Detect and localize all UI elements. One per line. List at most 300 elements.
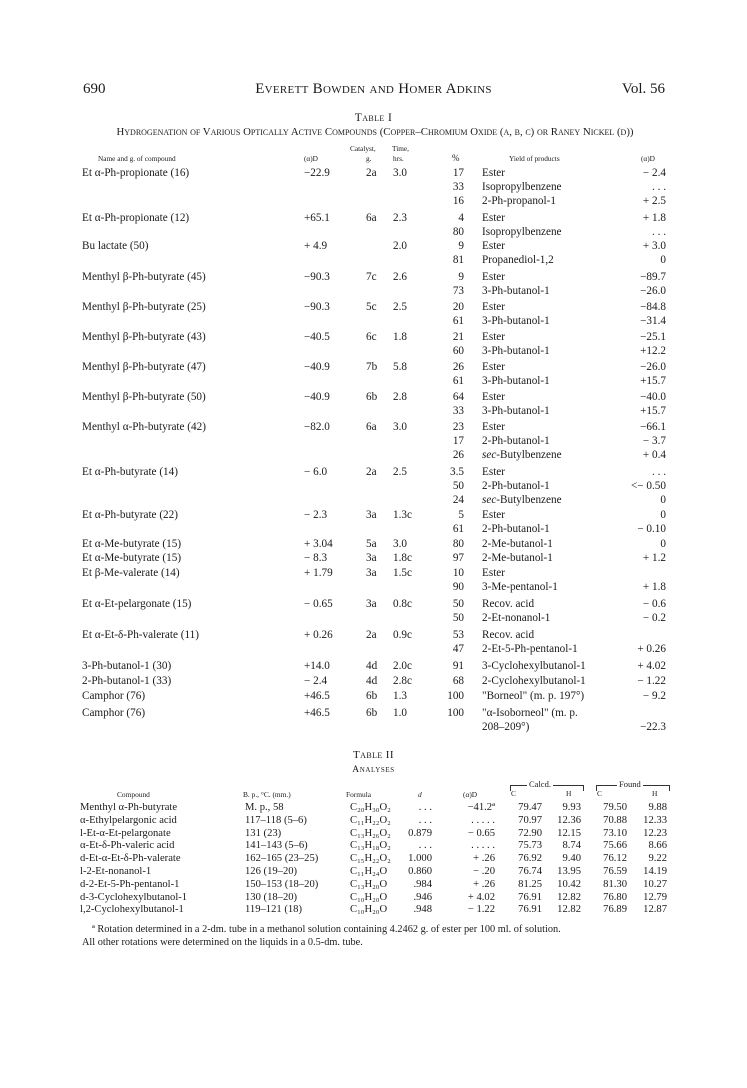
table1-cell-pct: 17 xyxy=(452,435,464,447)
table1-cell-name: Camphor (76) xyxy=(82,690,146,702)
table1-cell-pct: 100 xyxy=(447,707,464,719)
table2-cell-alpha: − 1.22 xyxy=(467,904,495,916)
table1-row xyxy=(0,674,747,688)
table2-header-compound: Compound xyxy=(117,790,150,799)
table2-title: Analyses xyxy=(352,765,395,775)
table2-cell-bp: 150–153 (18–20) xyxy=(245,878,319,890)
table1-header-pct: % xyxy=(452,153,460,163)
table1-cell-prod: sec-Butylbenzene xyxy=(482,449,562,461)
table2-cell-ch: 8.74 xyxy=(562,840,581,852)
table1-cell-rot: + 4.02 xyxy=(637,660,666,672)
footnote-line-1: ª Rotation determined in a 2-dm. tube in a methanol solution containing 4.2462 g. of ester per 100 ml. of solution. xyxy=(92,924,561,935)
table1-cell-name: Et α-Et-pelargonate (15) xyxy=(82,598,192,610)
table1-header-time-1: Time, xyxy=(392,144,409,153)
table1-cell-pct: 53 xyxy=(452,629,464,641)
table1-cell-rot: + 1.2 xyxy=(642,552,666,564)
table2-cell-formula: C₂₀H₃₀O₂ xyxy=(350,802,391,813)
table2-cell-cc: 76.91 xyxy=(518,904,542,916)
table1-cell-name: Bu lactate (50) xyxy=(82,240,149,252)
table2-header-calcd-h: H xyxy=(566,789,572,798)
table2-cell-alpha: + .26 xyxy=(473,853,495,865)
table1-cell-name: Menthyl β-Ph-butyrate (43) xyxy=(82,331,206,343)
table1-cell-pct: 26 xyxy=(452,449,464,461)
table1-cell-alpha: −90.3 xyxy=(304,301,330,313)
table1-cell-prod: Ester xyxy=(482,509,505,521)
table1-cell-rot: +15.7 xyxy=(640,405,666,417)
table1-cell-prod: 2-Et-nonanol-1 xyxy=(482,612,551,624)
table1-cell-time: 1.3c xyxy=(393,509,412,521)
table2-cell-cc: 76.92 xyxy=(518,853,542,865)
table1-cell-pct: 5 xyxy=(458,509,464,521)
table2-cell-fc: 75.66 xyxy=(603,840,627,852)
calcd-label: Calcd. xyxy=(529,779,551,789)
table1-cell-rot: +12.2 xyxy=(640,345,666,357)
table1-cell-pct: 16 xyxy=(452,195,464,207)
table2-cell-d: 0.860 xyxy=(408,866,432,877)
table1-cell-prod: 2-Et-5-Ph-pentanol-1 xyxy=(482,643,578,655)
table1-cell-pct: 9 xyxy=(458,240,464,252)
table2-cell-formula: C₁₀H₂₀O xyxy=(350,891,388,903)
table1-cell-name: Camphor (76) xyxy=(82,707,146,719)
table2-cell-bp: 141–143 (5–6) xyxy=(245,840,308,852)
table1-header-name: Name and g. of compound xyxy=(98,154,176,163)
table2-header-alpha: (α)D xyxy=(463,790,478,799)
table1-row xyxy=(0,344,747,358)
table1-cell-cat: 6a xyxy=(366,212,377,224)
table2-cell-formula: C₁₅H₂₂O₂ xyxy=(350,853,391,865)
table1-cell-cat: 2a xyxy=(366,466,377,478)
table1-cell-rot: −22.3 xyxy=(640,721,666,733)
page-header xyxy=(0,81,747,103)
table1-cell-rot: −89.7 xyxy=(640,271,666,283)
table1-cell-prod: 3-Me-pentanol-1 xyxy=(482,581,558,593)
table2-cell-fh: 14.19 xyxy=(643,866,667,877)
table1-cell-rot: −40.0 xyxy=(640,391,666,403)
table1-cell-rot: 0 xyxy=(660,538,666,550)
table2-row xyxy=(0,879,747,891)
table1-cell-rot: + 1.8 xyxy=(642,581,666,593)
table2-cell-ch: 12.36 xyxy=(557,814,581,826)
table1-cell-rot: . . . xyxy=(652,466,666,478)
table2-cell-cc: 75.73 xyxy=(518,840,542,852)
table1-cell-rot: −84.8 xyxy=(640,301,666,313)
table1-row xyxy=(0,194,747,208)
table1-cell-pct: 50 xyxy=(452,480,464,492)
table2-cell-fh: 12.87 xyxy=(643,904,667,916)
table1-row xyxy=(0,360,747,374)
table2-header-formula: Formula xyxy=(346,790,372,799)
table2-caption: Table II xyxy=(353,749,394,761)
table1-cell-alpha: − 6.0 xyxy=(304,466,328,478)
table1-cell-cat: 7c xyxy=(366,271,377,283)
table1-cell-prod: 2-Me-butanol-1 xyxy=(482,552,553,564)
table2-cell-fc: 76.12 xyxy=(603,853,627,865)
table1-cell-rot: − 0.6 xyxy=(642,598,666,610)
table2-cell-formula: C₁₃H₂₀O xyxy=(350,878,388,890)
sec-prefix: sec xyxy=(482,449,497,461)
table1-cell-alpha: + 1.79 xyxy=(304,567,333,579)
table2-cell-compound: l,2-Cyclohexylbutanol-1 xyxy=(80,904,184,916)
table1-cell-cat: 4d xyxy=(366,675,378,687)
table2-cell-fc: 73.10 xyxy=(603,827,627,839)
table2-cell-d: .948 xyxy=(413,904,432,916)
table1-cell-prod: 2-Ph-propanol-1 xyxy=(482,195,556,207)
table1-cell-prod: "α-Isoborneol" (m. p. xyxy=(482,707,578,719)
footnote-line-2: All other rotations were determined on the liquids in a 0.5-dm. tube. xyxy=(82,937,363,948)
table1-cell-rot: −66.1 xyxy=(640,421,666,433)
table2-cell-compound: Menthyl α-Ph-butyrate xyxy=(80,802,178,813)
table2-cell-compound: α-Et-δ-Ph-valeric acid xyxy=(80,840,175,852)
table1-row xyxy=(0,448,747,462)
table1-cell-time: 1.0 xyxy=(393,707,407,719)
table1-cell-alpha: − 2.4 xyxy=(304,675,328,687)
table1-cell-prod: Isopropylbenzene xyxy=(482,181,562,193)
table1-cell-prod: Ester xyxy=(482,361,505,373)
table1-cell-rot: + 0.26 xyxy=(637,643,666,655)
table1-cell-name: Et α-Me-butyrate (15) xyxy=(82,538,182,550)
table1-cell-pct: 24 xyxy=(452,494,464,506)
table1-cell-rot: −31.4 xyxy=(640,315,666,327)
table1-row xyxy=(0,314,747,328)
table2-header-found-c: C xyxy=(597,789,602,798)
table2-cell-bp: M. p., 58 xyxy=(245,802,284,813)
table1-cell-time: 0.8c xyxy=(393,598,412,610)
table1-cell-pct: 80 xyxy=(452,538,464,550)
table1-cell-time: 2.5 xyxy=(393,301,407,313)
table1-cell-prod: Ester xyxy=(482,271,505,283)
table1-row xyxy=(0,374,747,388)
table1-cell-name: Et α-Ph-butyrate (22) xyxy=(82,509,178,521)
table1-cell-alpha: +14.0 xyxy=(304,660,330,672)
table1-cell-pct: 26 xyxy=(452,361,464,373)
table1-cell-pct: 61 xyxy=(452,315,464,327)
table1-cell-cat: 5c xyxy=(366,301,377,313)
table1-cell-rot: −26.0 xyxy=(640,285,666,297)
table1-cell-prod: Ester xyxy=(482,167,505,179)
table2-row xyxy=(0,840,747,852)
table1-cell-prod: 3-Ph-butanol-1 xyxy=(482,285,550,297)
table2-cell-formula: C₁₃H₁₈O₂ xyxy=(350,840,391,852)
table1-cell-pct: 23 xyxy=(452,421,464,433)
table1-cell-pct: 9 xyxy=(458,271,464,283)
table1-cell-name: Menthyl β-Ph-butyrate (50) xyxy=(82,391,206,403)
table1-cell-rot: − 2.4 xyxy=(642,167,666,179)
table1-cell-rot: − 1.22 xyxy=(637,675,666,687)
table2-cell-d: 1.000 xyxy=(408,853,432,865)
table1-cell-alpha: −22.9 xyxy=(304,167,330,179)
table1-row xyxy=(0,689,747,703)
table1-cell-rot: 0 xyxy=(660,494,666,506)
table2-row xyxy=(0,828,747,840)
table1-cell-rot: +15.7 xyxy=(640,375,666,387)
table1-cell-prod: Ester xyxy=(482,212,505,224)
table1-cell-time: 1.3 xyxy=(393,690,407,702)
table1-header-yield: Yield of products xyxy=(509,154,560,163)
table2-cell-bp: 130 (18–20) xyxy=(245,891,298,903)
table2-row xyxy=(0,815,747,827)
table1-cell-time: 2.8 xyxy=(393,391,407,403)
table1-row xyxy=(0,551,747,565)
table1-cell-cat: 3a xyxy=(366,567,377,579)
table2-cell-ch: 13.95 xyxy=(557,866,581,877)
table2-cell-bp: 117–118 (5–6) xyxy=(245,814,307,826)
table1-row xyxy=(0,404,747,418)
table1-header-catalyst-2: g. xyxy=(366,154,372,163)
table2-cell-ch: 9.40 xyxy=(562,853,581,865)
table1-cell-name: 2-Ph-butanol-1 (33) xyxy=(82,675,172,687)
table1-row xyxy=(0,390,747,404)
table1-cell-time: 3.0 xyxy=(393,167,407,179)
table2-row xyxy=(0,853,747,865)
table1-cell-alpha: +65.1 xyxy=(304,212,330,224)
table1-cell-rot: −25.1 xyxy=(640,331,666,343)
table1-cell-name: Et α-Ph-butyrate (14) xyxy=(82,466,178,478)
table2-cell-alpha: + .26 xyxy=(473,878,495,890)
table1-cell-prod: 3-Ph-butanol-1 xyxy=(482,405,550,417)
table1-cell-pct: 3.5 xyxy=(450,466,464,478)
table2-footnote xyxy=(82,923,682,949)
table2-cell-formula: C₁₁H₂₂O₂ xyxy=(350,814,391,826)
table1-cell-pct: 91 xyxy=(452,660,464,672)
table2-cell-d: .946 xyxy=(413,891,432,903)
table1-cell-rot: <− 0.50 xyxy=(631,480,666,492)
table1-cell-prod: Propanediol-1,2 xyxy=(482,254,554,266)
table1-cell-cat: 3a xyxy=(366,598,377,610)
table1-cell-cat: 2a xyxy=(366,629,377,641)
table2-cell-alpha: . . . . . xyxy=(471,840,495,852)
table1-cell-time: 2.6 xyxy=(393,271,407,283)
table1-row xyxy=(0,537,747,551)
table1-cell-prod: 2-Ph-butanol-1 xyxy=(482,480,550,492)
table1-cell-alpha: + 3.04 xyxy=(304,538,333,550)
table1-cell-rot: 0 xyxy=(660,509,666,521)
table1-cell-prod: Ester xyxy=(482,391,505,403)
table1-cell-pct: 81 xyxy=(452,254,464,266)
table1-row xyxy=(0,628,747,642)
table1-cell-prod: Recov. acid xyxy=(482,598,535,610)
table2-cell-d: . . . xyxy=(418,840,432,852)
table1-cell-name: Menthyl β-Ph-butyrate (25) xyxy=(82,301,206,313)
table1-cell-name: Menthyl α-Ph-butyrate (42) xyxy=(82,421,206,433)
table2-cell-bp: 162–165 (23–25) xyxy=(245,853,319,865)
table2-cell-ch: 12.15 xyxy=(557,827,581,839)
table2-cell-compound: d-3-Cyclohexylbutanol-1 xyxy=(80,891,188,903)
table1-cell-pct: 20 xyxy=(452,301,464,313)
table2-cell-ch: 9.93 xyxy=(562,802,581,813)
table1-row xyxy=(0,597,747,611)
table1-cell-rot: 0 xyxy=(660,254,666,266)
table2-cell-d: . . . xyxy=(418,802,432,813)
table1-row xyxy=(0,522,747,536)
table1-cell-name: Et β-Me-valerate (14) xyxy=(82,567,180,579)
table2-cell-cc: 76.74 xyxy=(518,866,542,877)
table1-cell-name: Et α-Ph-propionate (12) xyxy=(82,212,190,224)
table1-cell-rot: . . . xyxy=(652,226,666,238)
table1-cell-cat: 4d xyxy=(366,660,378,672)
table2-cell-fc: 81.30 xyxy=(603,878,627,890)
table2-cell-ch: 12.82 xyxy=(557,904,581,916)
table1-cell-prod: 2-Ph-butanol-1 xyxy=(482,523,550,535)
table1-cell-pct: 33 xyxy=(452,405,464,417)
table1-row xyxy=(0,465,747,479)
table2-cell-alpha: −41.2ª xyxy=(467,802,495,813)
table2-cell-formula: C₁₀H₂₀O xyxy=(350,904,388,916)
table1-cell-pct: 10 xyxy=(452,567,464,579)
table2-cell-fc: 79.50 xyxy=(603,802,627,813)
table1-row xyxy=(0,225,747,239)
table1-row xyxy=(0,180,747,194)
table1-header-alpha: (α)D xyxy=(304,154,318,163)
table2-row xyxy=(0,802,747,814)
table2-cell-fc: 70.88 xyxy=(603,814,627,826)
table1-cell-name: Menthyl β-Ph-butyrate (47) xyxy=(82,361,206,373)
table2-cell-fh: 12.23 xyxy=(643,827,667,839)
table1-cell-rot: . . . xyxy=(652,181,666,193)
table1-cell-alpha: −40.9 xyxy=(304,361,330,373)
table1-cell-alpha: + 0.26 xyxy=(304,629,333,641)
table1-cell-cat: 6c xyxy=(366,331,377,343)
table1-cell-time: 3.0 xyxy=(393,421,407,433)
table1-cell-cat: 6b xyxy=(366,690,378,702)
table2-cell-alpha: + 4.02 xyxy=(467,891,495,903)
table1-cell-time: 5.8 xyxy=(393,361,407,373)
table1-cell-time: 1.8 xyxy=(393,331,407,343)
table2-cell-compound: l-Et-α-Et-pelargonate xyxy=(80,827,171,839)
table1-row xyxy=(0,706,747,720)
table1-cell-time: 2.3 xyxy=(393,212,407,224)
table2-cell-d: .984 xyxy=(413,878,432,890)
table1-cell-time: 2.8c xyxy=(393,675,412,687)
table1-cell-time: 0.9c xyxy=(393,629,412,641)
table1-cell-pct: 21 xyxy=(452,331,464,343)
table2-row xyxy=(0,904,747,916)
table1-cell-alpha: +46.5 xyxy=(304,690,330,702)
table1-cell-rot: + 0.4 xyxy=(642,449,666,461)
table2-cell-cc: 79.47 xyxy=(518,802,542,813)
table2-cell-alpha: − .20 xyxy=(473,866,495,877)
table2-cell-d: . . . xyxy=(418,814,432,826)
table2-cell-bp: 131 (23) xyxy=(245,827,282,839)
table1-cell-prod: sec-Butylbenzene xyxy=(482,494,562,506)
table1-cell-rot: − 3.7 xyxy=(642,435,666,447)
table1-cell-prod: 3-Cyclohexylbutanol-1 xyxy=(482,660,586,672)
table1-header-time-2: hrs. xyxy=(393,154,404,163)
table1-cell-alpha: −90.3 xyxy=(304,271,330,283)
table1-cell-prod: "Borneol" (m. p. 197°) xyxy=(482,690,585,702)
table1-cell-pct: 17 xyxy=(452,167,464,179)
table1-row xyxy=(0,284,747,298)
table1-cell-prod: Ester xyxy=(482,567,505,579)
table1-header-rot: (α)D xyxy=(641,154,655,163)
table1-cell-prod: 208–209°) xyxy=(482,721,530,733)
table2-row xyxy=(0,866,747,878)
table1-cell-rot: − 0.2 xyxy=(642,612,666,624)
volume-label: Vol. 56 xyxy=(621,81,665,97)
table1-cell-cat: 2a xyxy=(366,167,377,179)
table1-cell-alpha: − 0.65 xyxy=(304,598,333,610)
table1-cell-pct: 68 xyxy=(452,675,464,687)
found-label: Found xyxy=(619,779,641,789)
table2-header-d: d xyxy=(418,790,422,799)
table1-cell-rot: + 2.5 xyxy=(642,195,666,207)
table1-cell-prod: 2-Ph-butanol-1 xyxy=(482,435,550,447)
table1-cell-pct: 60 xyxy=(452,345,464,357)
running-head-authors: Everett Bowden and Homer Adkins xyxy=(255,81,492,97)
table1-cell-prod: 3-Ph-butanol-1 xyxy=(482,345,550,357)
table2-cell-cc: 81.25 xyxy=(518,878,542,890)
table2-cell-fh: 9.22 xyxy=(648,853,667,865)
table1-cell-prod: Ester xyxy=(482,331,505,343)
table1-cell-cat: 6b xyxy=(366,707,378,719)
table2-cell-compound: α-Ethylpelargonic acid xyxy=(80,814,177,826)
table1-cell-time: 1.5c xyxy=(393,567,412,579)
table2-cell-compound: d-Et-α-Et-δ-Ph-valerate xyxy=(80,853,181,865)
table2-cell-fh: 10.27 xyxy=(643,878,667,890)
table1-cell-pct: 33 xyxy=(452,181,464,193)
table1-cell-prod: Ester xyxy=(482,301,505,313)
table1-cell-cat: 5a xyxy=(366,538,377,550)
table2-cell-fc: 76.80 xyxy=(603,891,627,903)
sec-prefix: sec xyxy=(482,494,497,506)
table1-cell-prod: 2-Me-butanol-1 xyxy=(482,538,553,550)
table1-cell-prod: 3-Ph-butanol-1 xyxy=(482,315,550,327)
table1-title: Hydrogenation of Various Optically Active Compounds (Copper–Chromium Oxide (a, b, c) or Raney Nickel (d)) xyxy=(116,126,634,138)
table1-cell-alpha: − 8.3 xyxy=(304,552,328,564)
table1-cell-pct: 90 xyxy=(452,581,464,593)
table1-cell-alpha: −40.5 xyxy=(304,331,330,343)
table1-row xyxy=(0,434,747,448)
table1-cell-time: 3.0 xyxy=(393,538,407,550)
table2-cell-bp: 126 (19–20) xyxy=(245,866,298,877)
table1-cell-rot: − 0.10 xyxy=(637,523,666,535)
table1-cell-prod: Isopropylbenzene xyxy=(482,226,562,238)
table2-cell-cc: 76.91 xyxy=(518,891,542,903)
table1-cell-pct: 4 xyxy=(458,212,464,224)
table1-row xyxy=(0,479,747,493)
table1-cell-pct: 73 xyxy=(452,285,464,297)
table1-cell-alpha: − 2.3 xyxy=(304,509,328,521)
table1-row xyxy=(0,239,747,253)
table1-cell-cat: 7b xyxy=(366,361,378,373)
table2-cell-fh: 8.66 xyxy=(648,840,667,852)
table2-cell-fc: 76.59 xyxy=(603,866,627,877)
table1-header-catalyst-1: Catalyst, xyxy=(350,144,376,153)
table1-row xyxy=(0,166,747,180)
table1-cell-name: Et α-Me-butyrate (15) xyxy=(82,552,182,564)
table1-cell-prod: Ester xyxy=(482,466,505,478)
table1-cell-time: 2.0 xyxy=(393,240,407,252)
table1-cell-name: Menthyl β-Ph-butyrate (45) xyxy=(82,271,206,283)
table2-cell-compound: l-2-Et-nonanol-1 xyxy=(80,866,152,877)
table2-cell-formula: C₁₁H₂₄O xyxy=(350,866,388,877)
table2-cell-alpha: − 0.65 xyxy=(467,827,495,839)
table1-cell-rot: − 9.2 xyxy=(642,690,666,702)
table1-cell-prod: 3-Ph-butanol-1 xyxy=(482,375,550,387)
table1-cell-alpha: −82.0 xyxy=(304,421,330,433)
table1-cell-prod: 2-Cyclohexylbutanol-1 xyxy=(482,675,586,687)
table1-row xyxy=(0,420,747,434)
table1-row xyxy=(0,611,747,625)
table1-cell-rot: + 3.0 xyxy=(642,240,666,252)
table1-cell-cat: 6a xyxy=(366,421,377,433)
table1-cell-pct: 50 xyxy=(452,612,464,624)
table2-cell-cc: 72.90 xyxy=(518,827,542,839)
table1-cell-prod: Ester xyxy=(482,240,505,252)
table1-cell-pct: 47 xyxy=(452,643,464,655)
table1-cell-prod: Ester xyxy=(482,421,505,433)
table2-cell-ch: 10.42 xyxy=(557,878,581,890)
table1-row xyxy=(0,720,747,734)
